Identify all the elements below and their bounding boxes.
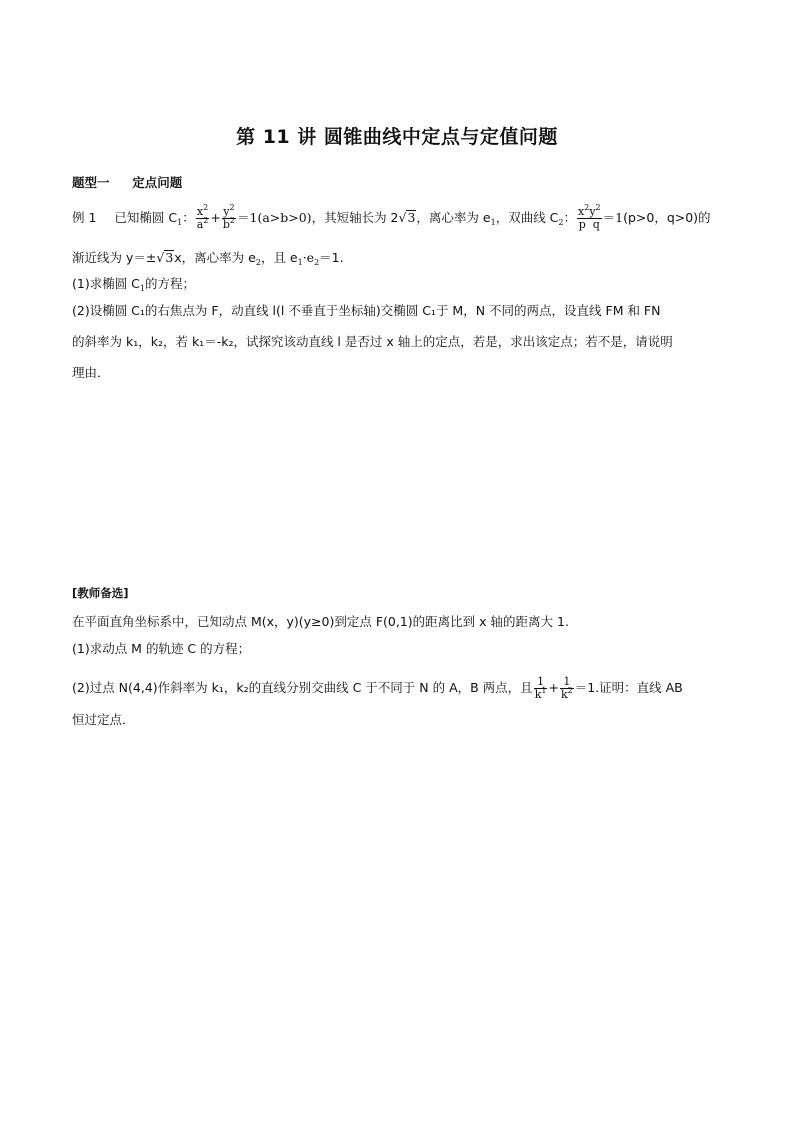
fraction-x2y2-pq: $\frac{x^2y^2}{\text{p q}}$ bbox=[578, 203, 601, 231]
teacher-heading: [教师备选] bbox=[72, 586, 129, 600]
section-type-label: 题型一 bbox=[72, 175, 110, 190]
teacher-question2-line2: 恒过定点． bbox=[72, 712, 135, 727]
example1-question2-line1: (2)设椭圆 C₁的右焦点为 F，动直线 l(l 不垂直于坐标轴)交椭圆 C₁于 M，N 不同的两点，设直线 FM 和 FN bbox=[72, 303, 661, 318]
example1-line2: 渐近线为 y＝±√3x，离心率为 $e_2$，且 $e_1\cdot e_2=1$. bbox=[72, 250, 344, 267]
example-label: 例 1 bbox=[72, 210, 97, 225]
section-heading bbox=[72, 175, 182, 191]
teacher-question2-line1: (2)过点 N(4,4)作斜率为 k₁，k₂的直线分别交曲线 C 于不同于 N 的 A，B 两点，且 $\frac{1}{k^1}$ + $\frac{1}{k^2}$ ＝1.证明：直线 AB bbox=[72, 675, 683, 701]
fraction-1-k1: $\frac{1}{k^1}$ bbox=[534, 675, 547, 701]
example1-line1: 例 1 已知椭圆 $C_1$： $\frac{x^2}{a^2}$ + $\frac{y^2}{b^2}$ ＝1(a>b>0)，其短轴长为 2√3，离心率为 $e_1$，双曲线 $C_2$： $\frac{x^2y^2}{\text{p q}}$ ＝1(p>0，q>0)的 bbox=[72, 203, 711, 231]
teacher-question1: (1)求动点 M 的轨迹 C 的方程； bbox=[72, 641, 251, 656]
fraction-y2-b2: $\frac{y^2}{b^2}$ bbox=[222, 203, 235, 231]
example1-question1: (1)求椭圆 $C_1$的方程； bbox=[72, 276, 196, 293]
example1-question2-line2: 的斜率为 k₁，k₂，若 k₁＝-k₂，试探究该动直线 l 是否过 x 轴上的定点，若是，求出该定点；若不是，请说明 bbox=[72, 334, 673, 349]
fraction-x2-a2: $\frac{x^2}{a^2}$ bbox=[196, 203, 209, 231]
page-title: 第 11 讲 圆锥曲线中定点与定值问题 bbox=[236, 126, 558, 148]
example1-question2-line3: 理由． bbox=[72, 365, 110, 380]
section-type-name: 定点问题 bbox=[132, 175, 183, 190]
teacher-line1: 在平面直角坐标系中，已知动点 M(x，y)(y≥0)到定点 F(0,1)的距离比到 x 轴的距离大 1. bbox=[72, 614, 569, 629]
fraction-1-k2: $\frac{1}{k^2}$ bbox=[560, 675, 573, 701]
